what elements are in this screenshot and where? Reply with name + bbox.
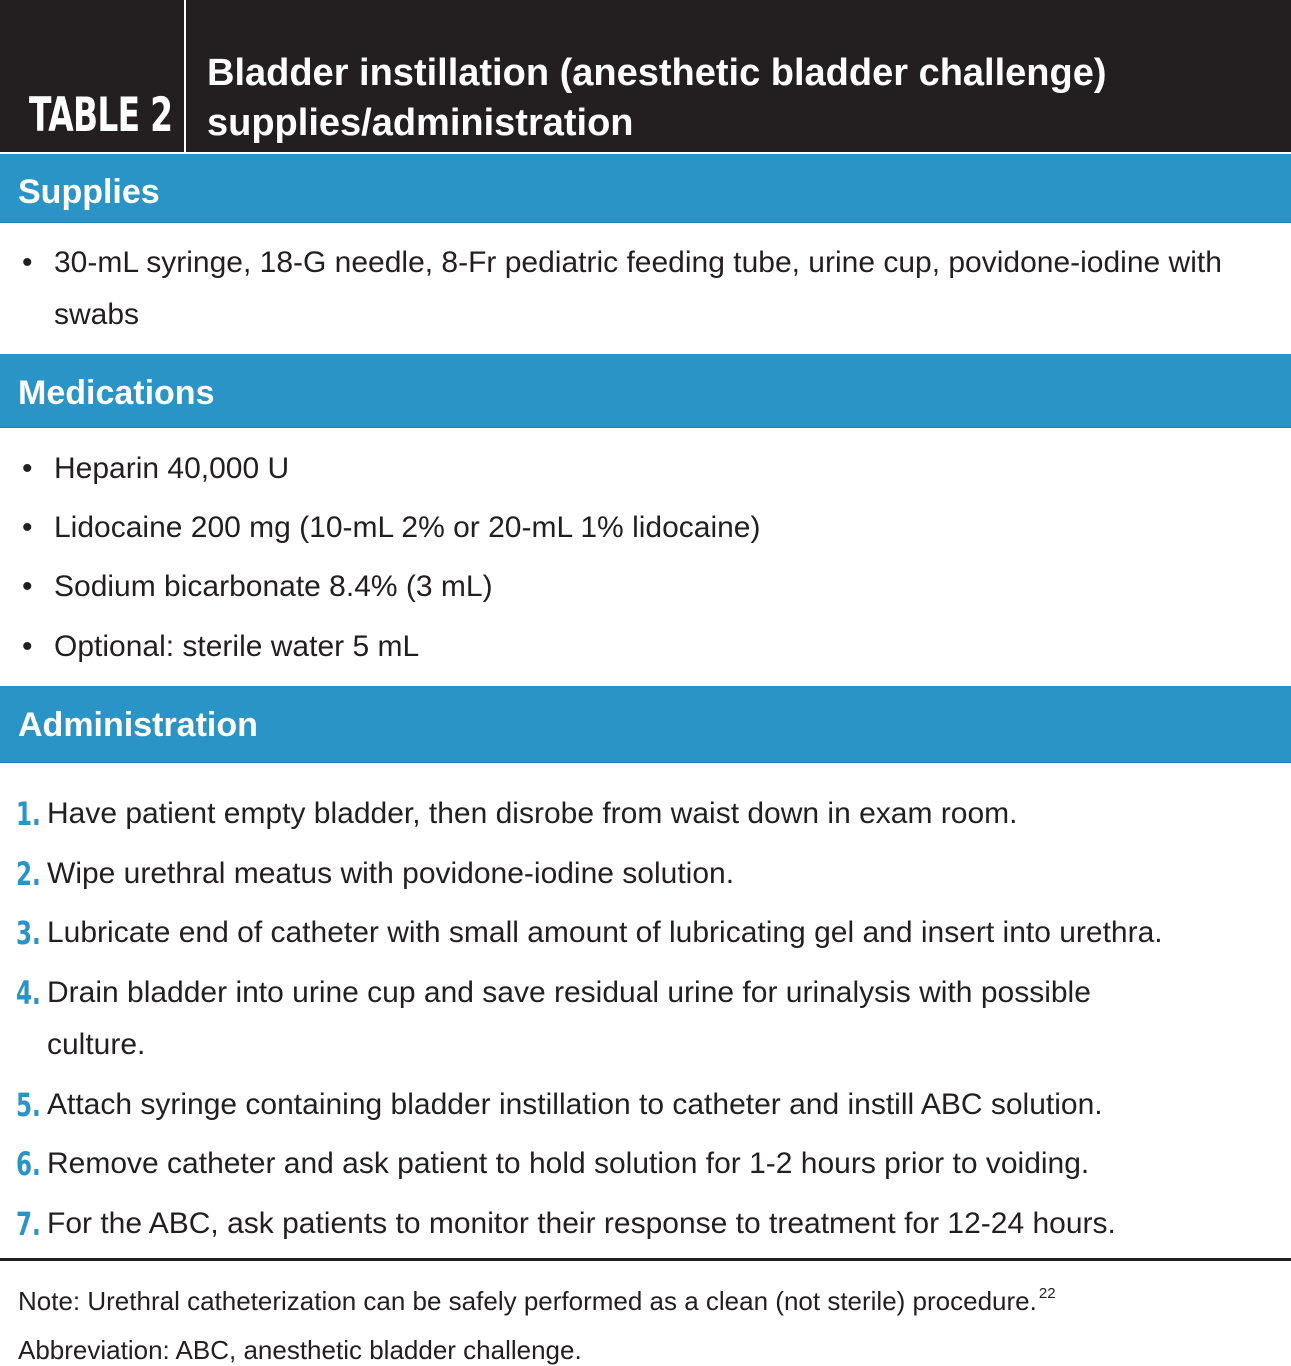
- table-bottom-rule: [0, 1258, 1291, 1261]
- step-number: 4.: [16, 974, 41, 1012]
- bullet-icon: •: [22, 246, 33, 279]
- table-number: TABLE 2: [29, 88, 173, 143]
- step-text: Attach syringe containing bladder instillation to catheter and instill ABC solution.: [47, 1088, 1103, 1121]
- step-number: 5.: [16, 1086, 41, 1124]
- step-text: Wipe urethral meatus with povidone-iodine solution.: [47, 857, 735, 890]
- step-number: 1.: [16, 795, 41, 833]
- section-header-medications: [0, 352, 1291, 428]
- list-item-text: Optional: sterile water 5 mL: [54, 630, 420, 663]
- list-item-text: Sodium bicarbonate 8.4% (3 mL): [54, 570, 493, 603]
- step-number: 6.: [16, 1145, 41, 1183]
- bullet-icon: •: [22, 511, 33, 544]
- bullet-icon: •: [22, 570, 33, 603]
- table-note: [18, 1286, 1056, 1314]
- step-number: 2.: [16, 855, 41, 893]
- section-heading: Medications: [18, 374, 215, 412]
- table-number-cell: [0, 0, 186, 154]
- step-text: Lubricate end of catheter with small amount of lubricating gel and insert into urethra.: [47, 916, 1163, 949]
- bullet-icon: •: [22, 452, 33, 485]
- table-abbreviation: Abbreviation: ABC, anesthetic bladder challenge.: [18, 1335, 582, 1365]
- list-item-text: Heparin 40,000 U: [54, 452, 290, 485]
- note-text: Note: Urethral catheterization can be safely performed as a clean (not sterile) procedure.: [18, 1286, 1037, 1316]
- step-text: For the ABC, ask patients to monitor their response to treatment for 12-24 hours.: [47, 1207, 1116, 1240]
- table-title: Bladder instillation (anesthetic bladder challenge) supplies/administration: [207, 52, 1107, 144]
- section-header-supplies: [0, 152, 1291, 223]
- section-heading: Supplies: [18, 173, 160, 211]
- bullet-icon: •: [22, 630, 33, 663]
- step-text: Remove catheter and ask patient to hold solution for 1-2 hours prior to voiding.: [47, 1147, 1090, 1180]
- section-heading: Administration: [18, 706, 258, 744]
- table-header: [0, 0, 1291, 154]
- step-text: Have patient empty bladder, then disrobe from waist down in exam room.: [47, 797, 1018, 830]
- note-reference: 22: [1038, 1285, 1056, 1302]
- step-number: 7.: [16, 1205, 41, 1243]
- section-header-administration: [0, 684, 1291, 763]
- list-item-text: Lidocaine 200 mg (10-mL 2% or 20-mL 1% lidocaine): [54, 511, 761, 544]
- step-number: 3.: [16, 914, 41, 952]
- list-item-text: 30-mL syringe, 18-G needle, 8-Fr pediatric feeding tube, urine cup, povidone-iodine with swabs: [54, 246, 1222, 331]
- step-text: Drain bladder into urine cup and save residual urine for urinalysis with possible culture.: [47, 976, 1091, 1061]
